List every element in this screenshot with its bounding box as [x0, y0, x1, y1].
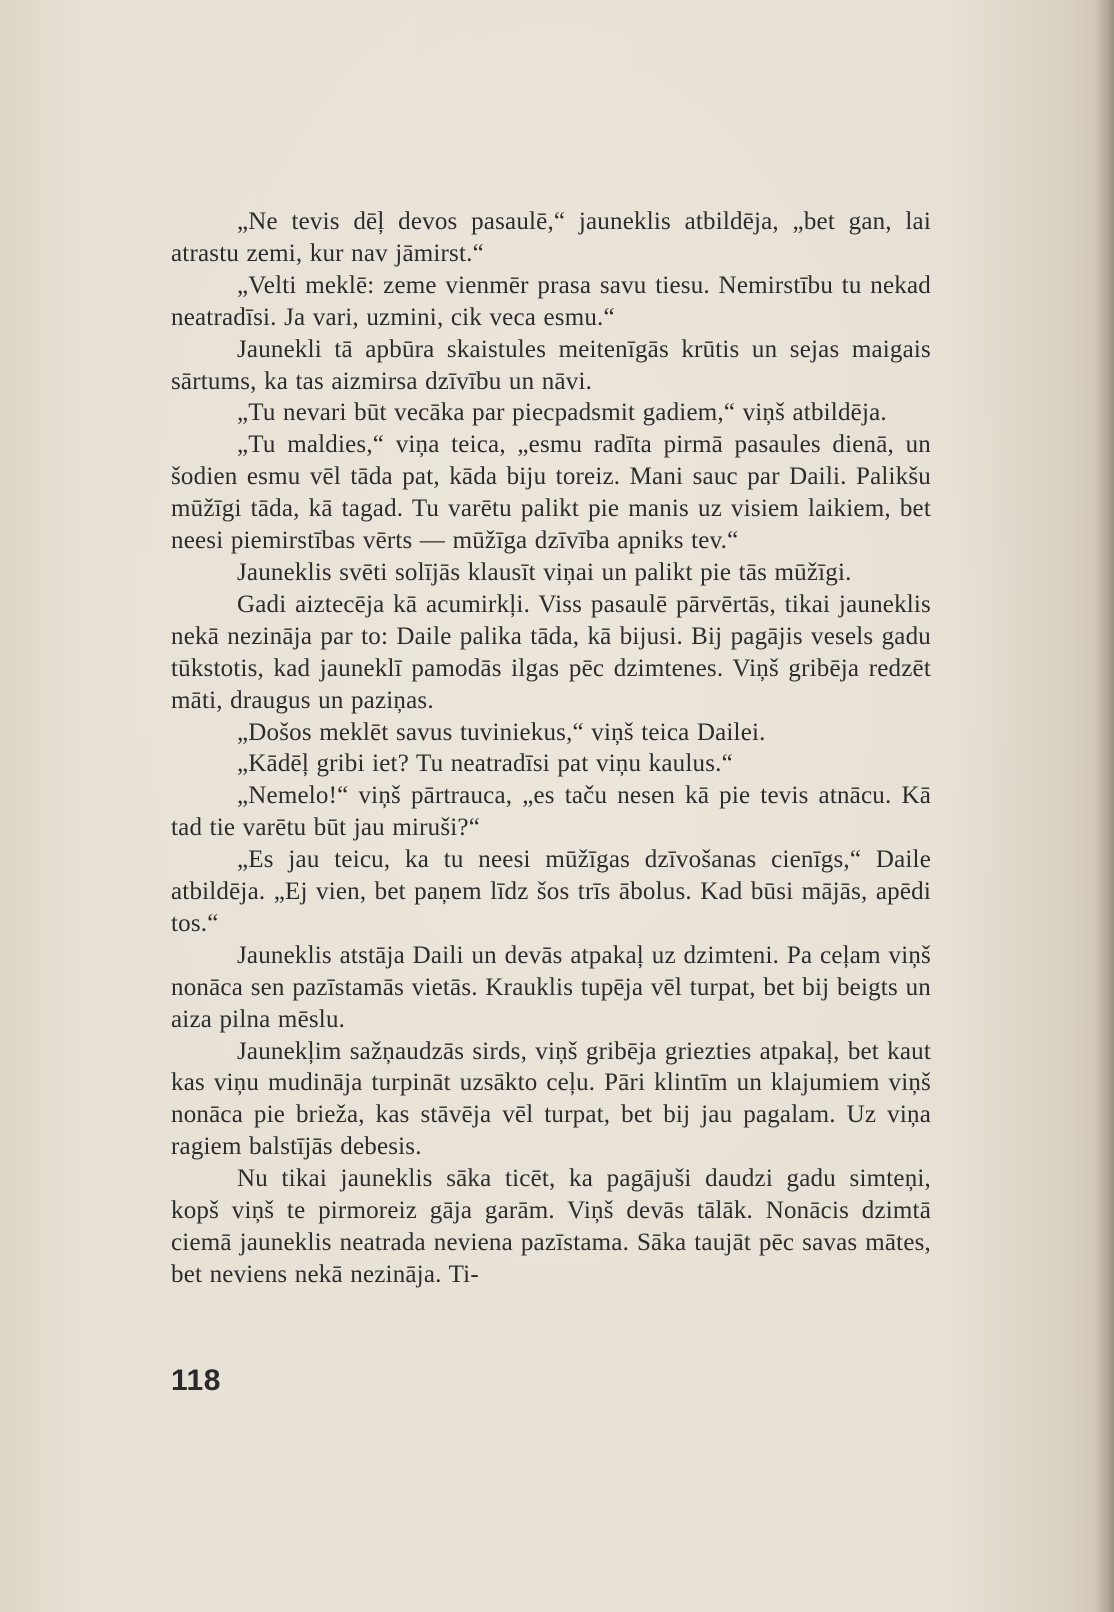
- page-number: 118: [171, 1364, 221, 1397]
- paragraph: Jaunekli tā apbūra skaistules meitenīgās krūtis un sejas maigais sārtums, ka tas aizmirsa dzīvību un nāvi.: [171, 335, 931, 395]
- paragraph: Nu tikai jauneklis sāka ticēt, ka pagājuši daudzi gadu simteņi, kopš viņš te pirmoreiz gāja garām. Viņš devās tālāk. Nonācis dzimtā ciemā jauneklis neatrada neviena pazīstama. Sāka taujāt pēc savas mātes, bet neviens nekā nezināja. Ti-: [171, 1165, 931, 1288]
- paragraph: „Došos meklēt savus tuviniekus,“ viņš teica Dailei.: [237, 718, 766, 746]
- paragraph: „Nemelo!“ viņš pārtrauca, „es taču nesen kā pie tevis atnācu. Kā tad tie varētu būt jau miruši?“: [171, 782, 931, 842]
- paragraph: „Kādēļ gribi iet? Tu neatradīsi pat viņu kaulus.“: [237, 750, 733, 778]
- paragraph: „Velti meklē: zeme vienmēr prasa savu tiesu. Nemirstību tu nekad neatradīsi. Ja vari, uzmini, cik veca esmu.“: [171, 271, 931, 331]
- page-edge-shadow: [1096, 0, 1114, 1612]
- paragraph: „Tu nevari būt vecāka par piecpadsmit gadiem,“ viņš atbildēja.: [237, 399, 887, 427]
- paragraph: „Ne tevis dēļ devos pasaulē,“ jauneklis atbildēja, „bet gan, lai atrastu zemi, kur nav jāmirst.“: [171, 208, 931, 267]
- paragraph: Jauneklis atstāja Daili un devās atpakaļ uz dzimteni. Pa ceļam viņš nonāca sen pazīstamās vietās. Krauklis tupēja vēl turpat, bet bij beigts un aiza pilna mēslu.: [171, 941, 931, 1033]
- body-text: [171, 206, 931, 1291]
- paragraph: „Tu maldies,“ viņa teica, „esmu radīta pirmā pasaules dienā, un šodien esmu vēl tāda pat, kāda biju toreiz. Mani sauc par Daili. Palikšu mūžīgi tāda, kā tagad. Tu varētu palikt pie manis uz visiem laikiem, bet neesi piemirstības vērts — mūžīga dzīvība apniks tev.“: [171, 431, 931, 555]
- paragraph: Gadi aiztecēja kā acumirkļi. Viss pasaulē pārvērtās, tikai jauneklis nekā nezināja par to: Daile palika tāda, kā bijusi. Bij pagājis vesels gadu tūkstotis, kad jauneklī pamodās ilgas pēc dzimtenes. Viņš gribēja redzēt māti, draugus un paziņas.: [171, 590, 931, 714]
- paragraph: Jauneklis svēti solījās klausīt viņai un palikt pie tās mūžīgi.: [237, 558, 852, 586]
- paragraph: Jaunekļim sažņaudzās sirds, viņš gribēja griezties atpakaļ, bet kaut kas viņu mudināja turpināt uzsākto ceļu. Pāri klintīm un klajumiem viņš nonāca pie brieža, kas stāvēja vēl turpat, bet bij jau pagalam. Uz viņa ragiem balstījās debesis.: [171, 1037, 931, 1161]
- paragraph: „Es jau teicu, ka tu neesi mūžīgas dzīvošanas cienīgs,“ Daile atbildēja. „Ej vien, bet paņem līdz šos trīs ābolus. Kad būsi mājās, apēdi tos.“: [171, 846, 931, 937]
